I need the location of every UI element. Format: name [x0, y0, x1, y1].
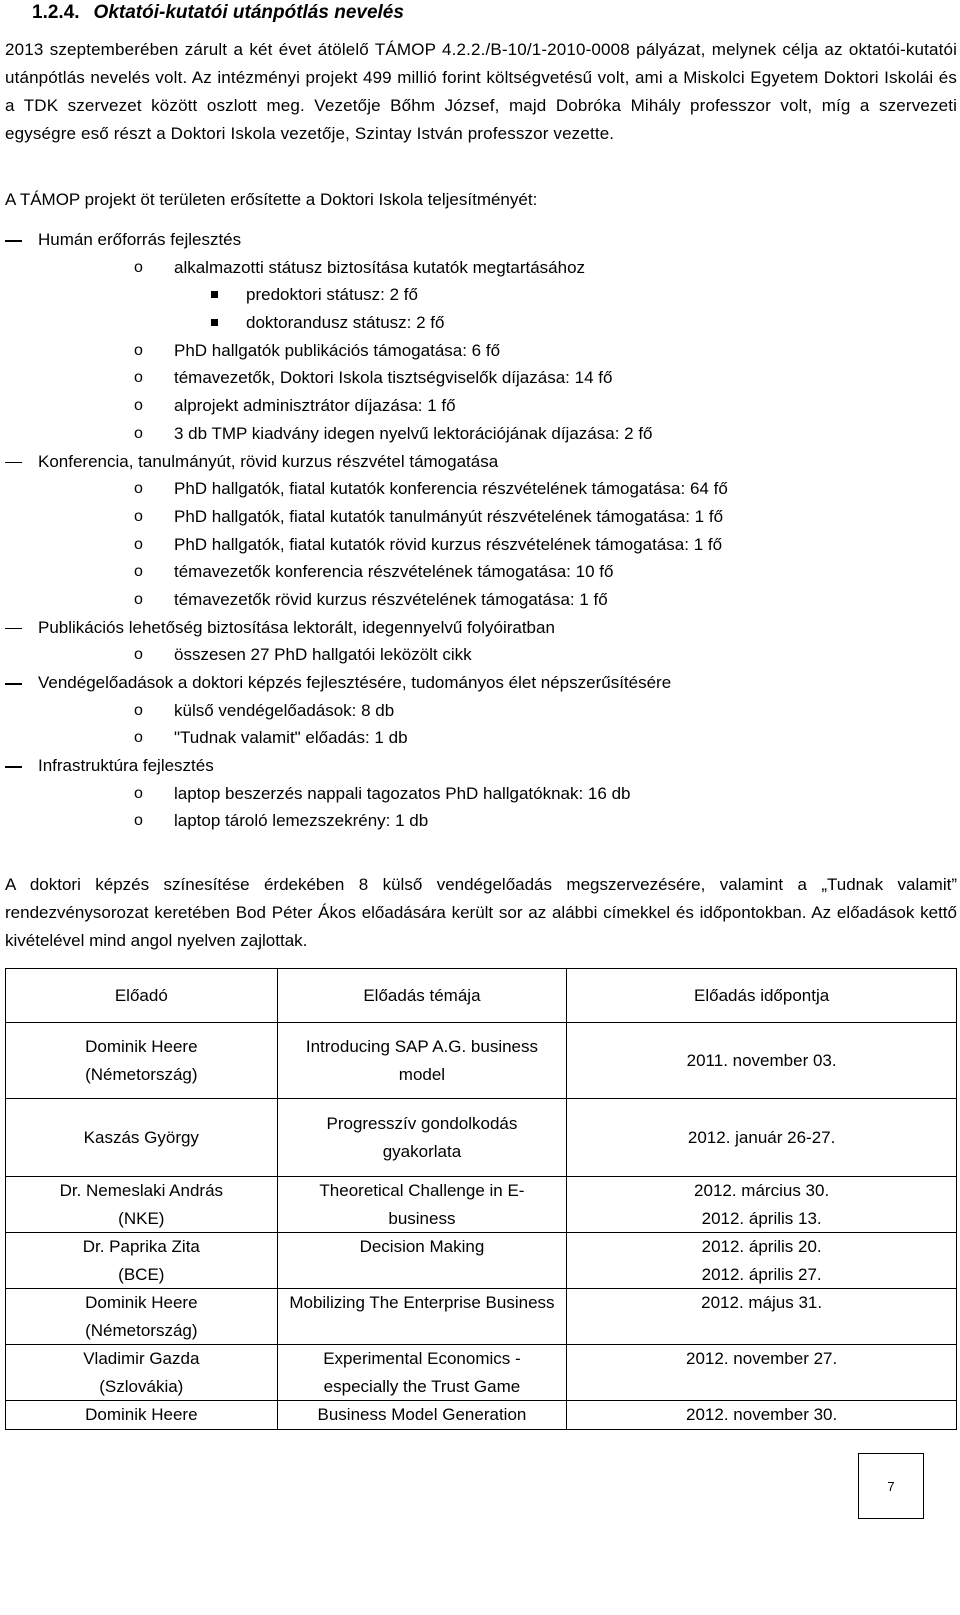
circle-bullet-icon: o [134, 563, 143, 581]
date-line: 2011. november 03. [686, 1050, 837, 1070]
project-areas-list [0, 226, 960, 835]
list-item-text: doktorandusz státusz: 2 fő [246, 313, 445, 333]
cell-speaker [6, 1177, 278, 1233]
cell-date [567, 1023, 957, 1099]
list-item-text: külső vendégelőadások: 8 db [174, 700, 395, 720]
lead-sentence: A TÁMOP projekt öt területen erősítette a Doktori Iskola teljesítményét: [5, 190, 538, 209]
cell-speaker [6, 1233, 278, 1289]
list-item [0, 503, 960, 531]
square-bullet-icon [211, 319, 218, 326]
speaker-line: Dominik Heere [85, 1405, 198, 1424]
list-item-text: alkalmazotti státusz biztosítása kutatók megtartásához [174, 257, 586, 277]
circle-bullet-icon: o [134, 258, 143, 276]
list-item-text: PhD hallgatók, fiatal kutatók konferencia részvételének támogatása: 64 fő [174, 479, 728, 499]
list-item-text: 3 db TMP kiadvány idegen nyelvű lektorációjának díjazása: 2 fő [174, 423, 653, 443]
cell-topic [277, 1177, 567, 1233]
circle-bullet-icon: o [134, 369, 143, 387]
date-line: 2012. április 27. [701, 1264, 822, 1284]
list-item-text: összesen 27 PhD hallgatói leközölt cikk [174, 645, 472, 665]
header-topic: Előadás témája [277, 969, 567, 1023]
list-item-text: "Tudnak valamit" előadás: 1 db [174, 728, 408, 748]
cell-topic [277, 1345, 567, 1401]
date-line: 2012. március 30. [694, 1181, 830, 1200]
date-line: 2012. január 26-27. [687, 1127, 836, 1147]
table-row [6, 1177, 957, 1233]
list-item [0, 780, 960, 808]
table-row [6, 1289, 957, 1345]
table-row [6, 1401, 957, 1430]
closing-paragraph: A doktori képzés színesítése érdekében 8 külső vendégelőadás megszervezésére, valamint a „Tudnak valamit” rendezvénysorozat keretében Bod Péter Ákos előadására került sor az alábbi címekkel és időpontokban. Az előadások kettő kivételével mind angol nyelven zajlottak. [5, 875, 957, 950]
list-item-text: témavezetők, Doktori Iskola tisztségviselők díjazása: 14 fő [174, 368, 613, 388]
list-item [0, 309, 960, 337]
date-line: 2012. május 31. [701, 1293, 823, 1312]
cell-speaker [6, 1401, 278, 1430]
list-item [0, 586, 960, 614]
date-line: 2012. november 27. [686, 1349, 838, 1368]
table-row [6, 1099, 957, 1177]
list-item [0, 364, 960, 392]
date-line: 2012. április 13. [701, 1208, 822, 1228]
list-item [0, 614, 960, 642]
circle-bullet-icon: o [134, 590, 143, 608]
topic-line: gyakorlata [382, 1141, 462, 1161]
speaker-line: Dominik Heere [85, 1293, 198, 1312]
circle-bullet-icon: o [134, 424, 143, 442]
list-item-text: PhD hallgatók publikációs támogatása: 6 fő [174, 340, 501, 360]
lectures-table [5, 968, 957, 1430]
square-bullet-icon [211, 291, 218, 298]
topic-line: model [398, 1064, 446, 1084]
speaker-line: Vladimir Gazda [83, 1349, 200, 1368]
cell-topic [277, 1401, 567, 1430]
list-item [0, 226, 960, 254]
list-item-text: laptop beszerzés nappali tagozatos PhD hallgatóknak: 16 db [174, 783, 631, 803]
list-item-text: témavezetők konferencia részvételének támogatása: 10 fő [174, 562, 614, 582]
list-item-text: Vendégelőadások a doktori képzés fejlesztésére, tudományos élet népszerűsítésére [38, 673, 672, 692]
circle-bullet-icon: o [134, 812, 143, 830]
list-item [0, 697, 960, 725]
list-item-text: predoktori státusz: 2 fő [246, 285, 418, 305]
speaker-line: Dominik Heere [85, 1037, 198, 1056]
section-heading [32, 2, 404, 24]
topic-line: Theoretical Challenge in E- [319, 1181, 525, 1200]
list-item-text: témavezetők rövid kurzus részvételének támogatása: 1 fő [174, 589, 608, 609]
list-item [0, 281, 960, 309]
list-item [0, 531, 960, 559]
list-item [0, 669, 960, 697]
list-item-text: Humán erőforrás fejlesztés [38, 230, 242, 249]
circle-bullet-icon: o [134, 341, 143, 359]
cell-speaker [6, 1023, 278, 1099]
intro-paragraph: 2013 szeptemberében zárult a két évet átölelő TÁMOP 4.2.2./B-10/1-2010-0008 pályázat, melynek célja az oktatói-kutatói utánpótlás nevelés volt. Az intézményi projekt 499 millió forint költségvetésű volt, ami a Miskolci Egyetem Doktori Iskolái és a TDK szervezet között oszlott meg. Vezetője Bőhm József, majd Dobróka Mihály professzor volt, míg a szervezeti egységre eső részt a Doktori Iskola vezetője, Szintay István professzor vezette. [5, 40, 957, 143]
list-item-text: alprojekt adminisztrátor díjazása: 1 fő [174, 396, 456, 416]
cell-date [567, 1289, 957, 1345]
cell-topic [277, 1023, 567, 1099]
section-number: 1.2.4. [32, 2, 80, 23]
date-line: 2012. április 20. [701, 1237, 822, 1256]
cell-speaker [6, 1099, 278, 1177]
list-item [0, 807, 960, 835]
topic-line: Mobilizing The Enterprise Business [289, 1293, 555, 1312]
cell-date [567, 1233, 957, 1289]
table-header-row [6, 969, 957, 1023]
circle-bullet-icon: o [134, 784, 143, 802]
speaker-line: (BCE) [118, 1264, 165, 1284]
list-item [0, 641, 960, 669]
dash-bullet-icon [5, 240, 22, 242]
cell-topic [277, 1233, 567, 1289]
topic-line: Progresszív gondolkodás [326, 1114, 518, 1133]
list-item-text: PhD hallgatók, fiatal kutatók rövid kurzus részvételének támogatása: 1 fő [174, 534, 723, 554]
header-date: Előadás időpontja [567, 969, 957, 1023]
list-item [0, 420, 960, 448]
cell-date [567, 1177, 957, 1233]
topic-line: Decision Making [359, 1237, 485, 1256]
page-number-box [858, 1453, 924, 1519]
list-item-text: Infrastruktúra fejlesztés [38, 756, 214, 776]
list-item [0, 724, 960, 752]
circle-bullet-icon: o [134, 701, 143, 719]
list-item-text: Konferencia, tanulmányút, rövid kurzus részvétel támogatása [38, 451, 499, 471]
list-item [0, 337, 960, 365]
date-line: 2012. november 30. [686, 1405, 838, 1424]
speaker-line: (Szlovákia) [99, 1376, 184, 1396]
table-row [6, 1345, 957, 1401]
cell-speaker [6, 1289, 278, 1345]
list-item-text: laptop tároló lemezszekrény: 1 db [174, 811, 429, 831]
cell-topic [277, 1099, 567, 1177]
list-item [0, 752, 960, 780]
cell-date [567, 1345, 957, 1401]
topic-line: Business Model Generation [317, 1405, 527, 1424]
speaker-line: Dr. Nemeslaki András [59, 1181, 224, 1200]
circle-bullet-icon: o [134, 507, 143, 525]
circle-bullet-icon: o [134, 480, 143, 498]
speaker-line: Kaszás György [83, 1127, 199, 1147]
circle-bullet-icon: o [134, 729, 143, 747]
list-item [0, 475, 960, 503]
list-item-text: PhD hallgatók, fiatal kutatók tanulmányút részvételének támogatása: 1 fő [174, 506, 724, 526]
topic-line: Introducing SAP A.G. business [305, 1037, 539, 1056]
topic-line: business [388, 1208, 456, 1228]
circle-bullet-icon: o [134, 535, 143, 553]
list-item [0, 448, 960, 476]
cell-speaker [6, 1345, 278, 1401]
header-speaker: Előadó [6, 969, 278, 1023]
dash-bullet-icon [5, 628, 22, 630]
cell-date [567, 1099, 957, 1177]
circle-bullet-icon: o [134, 646, 143, 664]
speaker-line: Dr. Paprika Zita [82, 1237, 200, 1256]
dash-bullet-icon [5, 462, 22, 464]
table-row [6, 1233, 957, 1289]
speaker-line: (Németország) [85, 1320, 198, 1340]
speaker-line: (Németország) [85, 1064, 198, 1084]
list-item [0, 392, 960, 420]
speaker-line: (NKE) [118, 1208, 165, 1228]
cell-date [567, 1401, 957, 1430]
circle-bullet-icon: o [134, 397, 143, 415]
page-number: 7 [887, 1478, 895, 1494]
table-row [6, 1023, 957, 1099]
list-item [0, 558, 960, 586]
topic-line: especially the Trust Game [323, 1376, 521, 1396]
list-item [0, 254, 960, 282]
section-title: Oktatói-kutatói utánpótlás nevelés [93, 2, 404, 23]
list-item-text: Publikációs lehetőség biztosítása lektorált, idegennyelvű folyóiratban [38, 617, 555, 637]
dash-bullet-icon [5, 683, 22, 685]
dash-bullet-icon [5, 766, 22, 768]
cell-topic [277, 1289, 567, 1345]
topic-line: Experimental Economics - [323, 1349, 521, 1368]
